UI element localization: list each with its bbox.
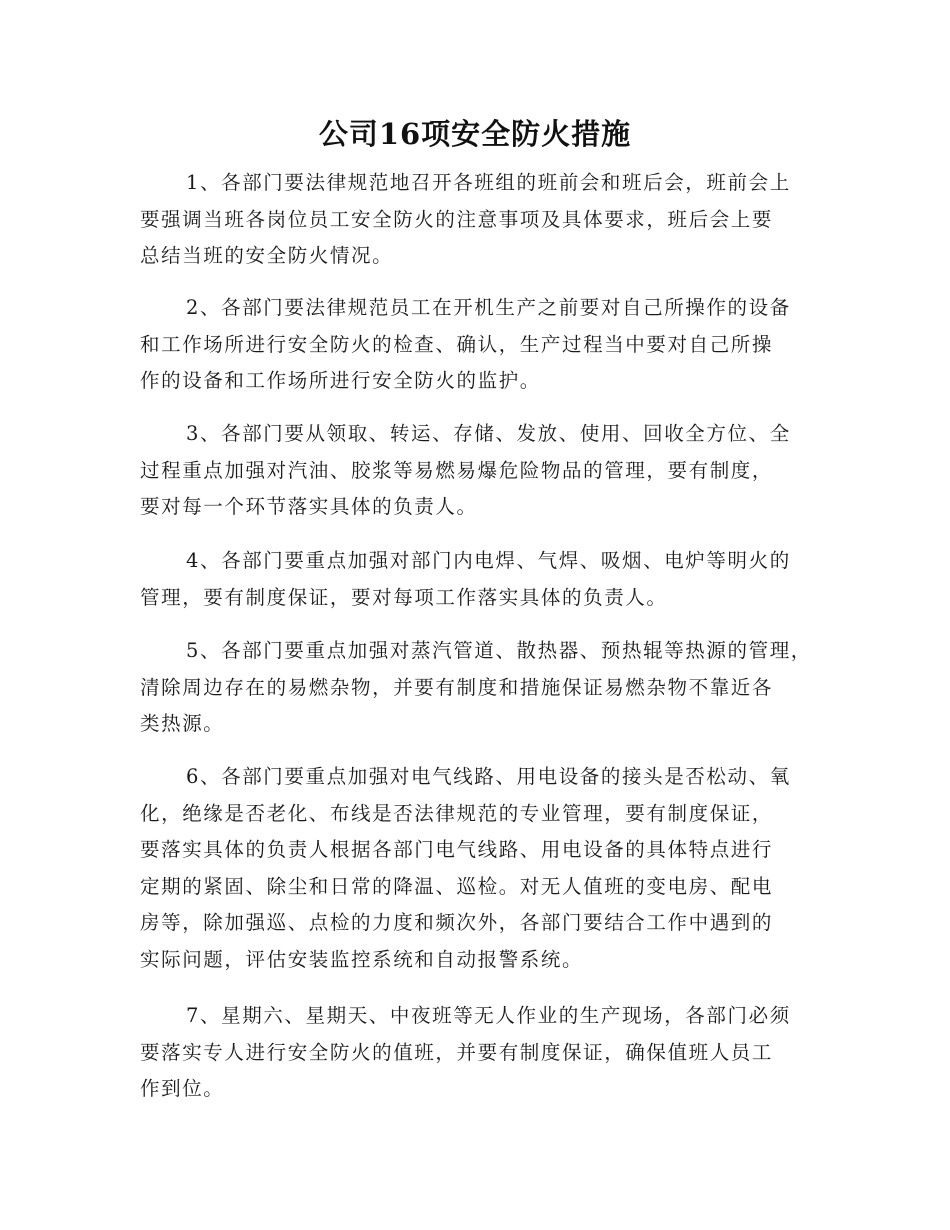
paragraph-line: 清除周边存在的易燃杂物，并要有制度和措施保证易燃杂物不靠近各	[140, 675, 774, 699]
paragraph-line: 管理，要有制度保证，要对每项工作落实具体的负责人。	[140, 585, 668, 609]
paragraph-line: 作到位。	[140, 1077, 225, 1100]
paragraph-7	[140, 998, 840, 1108]
paragraph-1	[140, 165, 840, 275]
paragraph-line: 总结当班的安全防火情况。	[140, 244, 394, 267]
paragraph-line: 2、各部门要法律规范员工在开机生产之前要对自己所操作的设备	[186, 296, 791, 319]
paragraph-line: 定期的紧固、除尘和日常的降温、巡检。对无人值班的变电房、配电	[140, 874, 774, 898]
paragraph-4	[140, 543, 840, 616]
paragraph-6	[140, 759, 840, 978]
paragraph-line: 4、各部门要重点加强对部门内电焊、气焊、吸烟、电炉等明火的	[186, 549, 791, 572]
paragraph-line: 7、星期六、星期天、中夜班等无人作业的生产现场，各部门必须	[186, 1004, 791, 1027]
paragraph-2	[140, 290, 840, 400]
paragraph-line: 5、各部门要重点加强对蒸汽管道、散热器、预热辊等热源的管理，	[186, 639, 812, 662]
paragraph-line: 房等，除加强巡、点检的力度和频次外，各部门要结合工作中遇到的	[140, 911, 774, 934]
paragraph-line: 要落实具体的负责人根据各部门电气线路、用电设备的具体特点进行	[140, 838, 774, 861]
paragraph-line: 要对每一个环节落实具体的负责人。	[140, 495, 478, 518]
paragraph-5	[140, 633, 840, 743]
paragraph-3	[140, 416, 840, 526]
paragraph-line: 和工作场所进行安全防火的检查、确认，生产过程当中要对自己所操	[140, 332, 774, 356]
paragraph-line: 6、各部门要重点加强对电气线路、用电设备的接头是否松动、氧	[186, 765, 791, 788]
paragraph-line: 1、各部门要法律规范地召开各班组的班前会和班后会，班前会上	[186, 171, 791, 194]
paragraph-line: 实际问题，评估安装监控系统和自动报警系统。	[140, 947, 584, 971]
paragraph-line: 类热源。	[140, 712, 225, 735]
paragraph-line: 要强调当班各岗位员工安全防火的注意事项及具体要求，班后会上要	[140, 207, 774, 231]
paragraph-line: 过程重点加强对汽油、胶浆等易燃易爆危险物品的管理，要有制度，	[140, 458, 774, 482]
paragraph-line: 作的设备和工作场所进行安全防火的监护。	[140, 369, 541, 392]
document-title: 公司16项安全防火措施	[318, 117, 632, 151]
paragraph-line: 要落实专人进行安全防火的值班，并要有制度保证，确保值班人员工	[140, 1040, 774, 1064]
paragraph-line: 3、各部门要从领取、转运、存储、发放、使用、回收全方位、全	[186, 422, 791, 445]
paragraph-line: 化，绝缘是否老化、布线是否法律规范的专业管理，要有制度保证，	[140, 801, 774, 825]
